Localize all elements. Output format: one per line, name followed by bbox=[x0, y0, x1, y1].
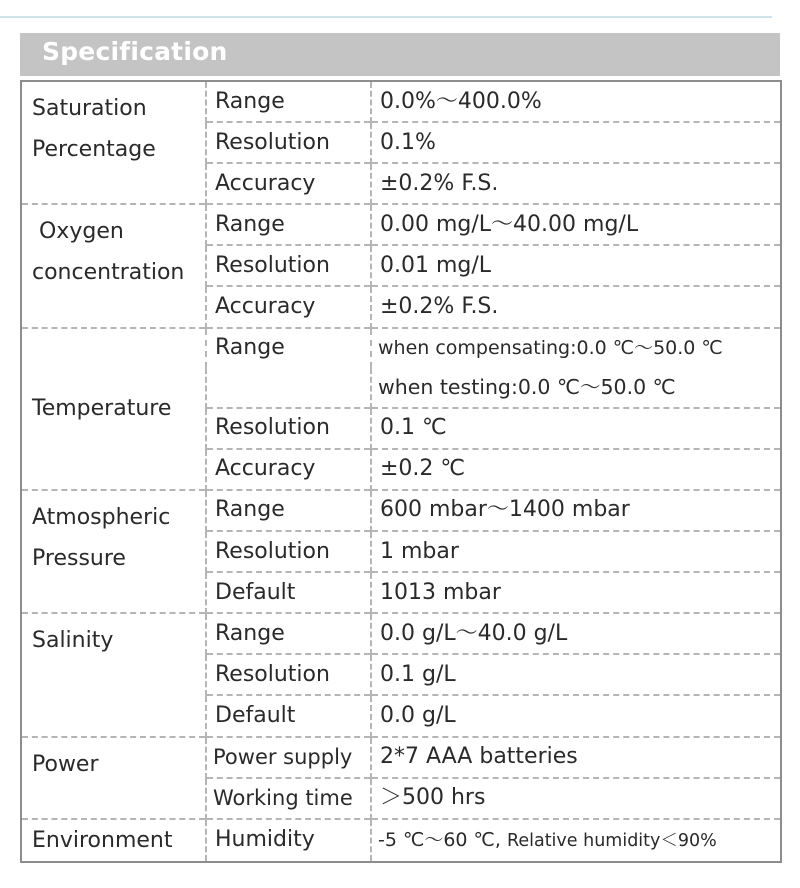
param-cell: Accuracy bbox=[206, 163, 371, 204]
table-row bbox=[21, 204, 781, 245]
category-salinity bbox=[21, 613, 206, 736]
param-cell: Resolution bbox=[206, 245, 371, 286]
value-cell: 2*7 AAA batteries bbox=[371, 737, 781, 778]
top-divider bbox=[0, 16, 772, 18]
category-label-line: Atmospheric bbox=[32, 504, 171, 530]
category-oxygen bbox=[21, 204, 206, 327]
category-label-line: Saturation bbox=[32, 96, 147, 121]
value-cell: 0.00 mg/L～40.00 mg/L bbox=[371, 204, 781, 245]
value-cell: 0.0 g/L～40.0 g/L bbox=[371, 613, 781, 654]
value-cell: ±0.2 ℃ bbox=[371, 449, 781, 490]
param-cell: Resolution bbox=[206, 654, 371, 695]
value-cell: 0.1 ℃ bbox=[371, 408, 781, 449]
table-row bbox=[21, 613, 781, 654]
value-cell: 0.1 g/L bbox=[371, 654, 781, 695]
value-cell: ＞500 hrs bbox=[371, 778, 781, 819]
table-row bbox=[21, 328, 781, 368]
category-atmospheric-pressure bbox=[21, 490, 206, 613]
value-cell: ±0.2% F.S. bbox=[371, 286, 781, 327]
value-cell: 1 mbar bbox=[371, 531, 781, 572]
category-power bbox=[21, 737, 206, 819]
humidity-temp-range: -5 ℃～60 ℃, bbox=[378, 828, 507, 851]
param-cell: Resolution bbox=[206, 531, 371, 572]
category-saturation bbox=[21, 81, 206, 204]
category-label-line: Oxygen bbox=[32, 219, 124, 245]
spec-table bbox=[20, 80, 782, 863]
category-temperature bbox=[21, 328, 206, 490]
category-label-line: concentration bbox=[32, 260, 185, 286]
table-row bbox=[21, 490, 781, 531]
value-cell: ±0.2% F.S. bbox=[371, 163, 781, 204]
param-cell: Accuracy bbox=[206, 286, 371, 327]
value-cell: 0.0%～400.0% bbox=[371, 81, 781, 122]
param-cell: Working time bbox=[206, 778, 371, 819]
param-cell: Resolution bbox=[206, 408, 371, 449]
section-header bbox=[20, 33, 780, 76]
table-row bbox=[21, 81, 781, 122]
param-cell: Humidity bbox=[206, 819, 371, 862]
humidity-relative: Relative humidity＜90% bbox=[506, 830, 717, 851]
value-cell bbox=[371, 819, 781, 862]
category-environment bbox=[21, 819, 206, 862]
category-label-line: Salinity bbox=[32, 628, 114, 654]
param-cell: Resolution bbox=[206, 122, 371, 163]
param-cell: Range bbox=[206, 490, 371, 531]
value-cell: when testing:0.0 ℃～50.0 ℃ bbox=[371, 368, 781, 408]
category-label-line: Temperature bbox=[32, 396, 172, 422]
value-cell: 0.1% bbox=[371, 122, 781, 163]
param-cell: Default bbox=[206, 695, 371, 736]
category-label-line: Pressure bbox=[32, 545, 126, 571]
value-cell: 0.01 mg/L bbox=[371, 245, 781, 286]
param-cell: Power supply bbox=[206, 737, 371, 778]
param-cell: Accuracy bbox=[206, 449, 371, 490]
value-cell: 1013 mbar bbox=[371, 572, 781, 613]
category-label-line: Power bbox=[32, 751, 99, 777]
param-cell: Range bbox=[206, 613, 371, 654]
param-cell: Range bbox=[206, 204, 371, 245]
param-cell: Range bbox=[206, 328, 371, 408]
table-row bbox=[21, 737, 781, 778]
value-cell: 0.0 g/L bbox=[371, 695, 781, 736]
category-label-line: Environment bbox=[32, 827, 173, 853]
section-title: Specification bbox=[42, 37, 228, 66]
category-label-line: Percentage bbox=[32, 137, 156, 162]
param-cell: Default bbox=[206, 572, 371, 613]
table-row bbox=[21, 819, 781, 862]
value-cell: when compensating:0.0 ℃～50.0 ℃ bbox=[371, 328, 781, 368]
param-cell: Range bbox=[206, 81, 371, 122]
value-cell: 600 mbar～1400 mbar bbox=[371, 490, 781, 531]
